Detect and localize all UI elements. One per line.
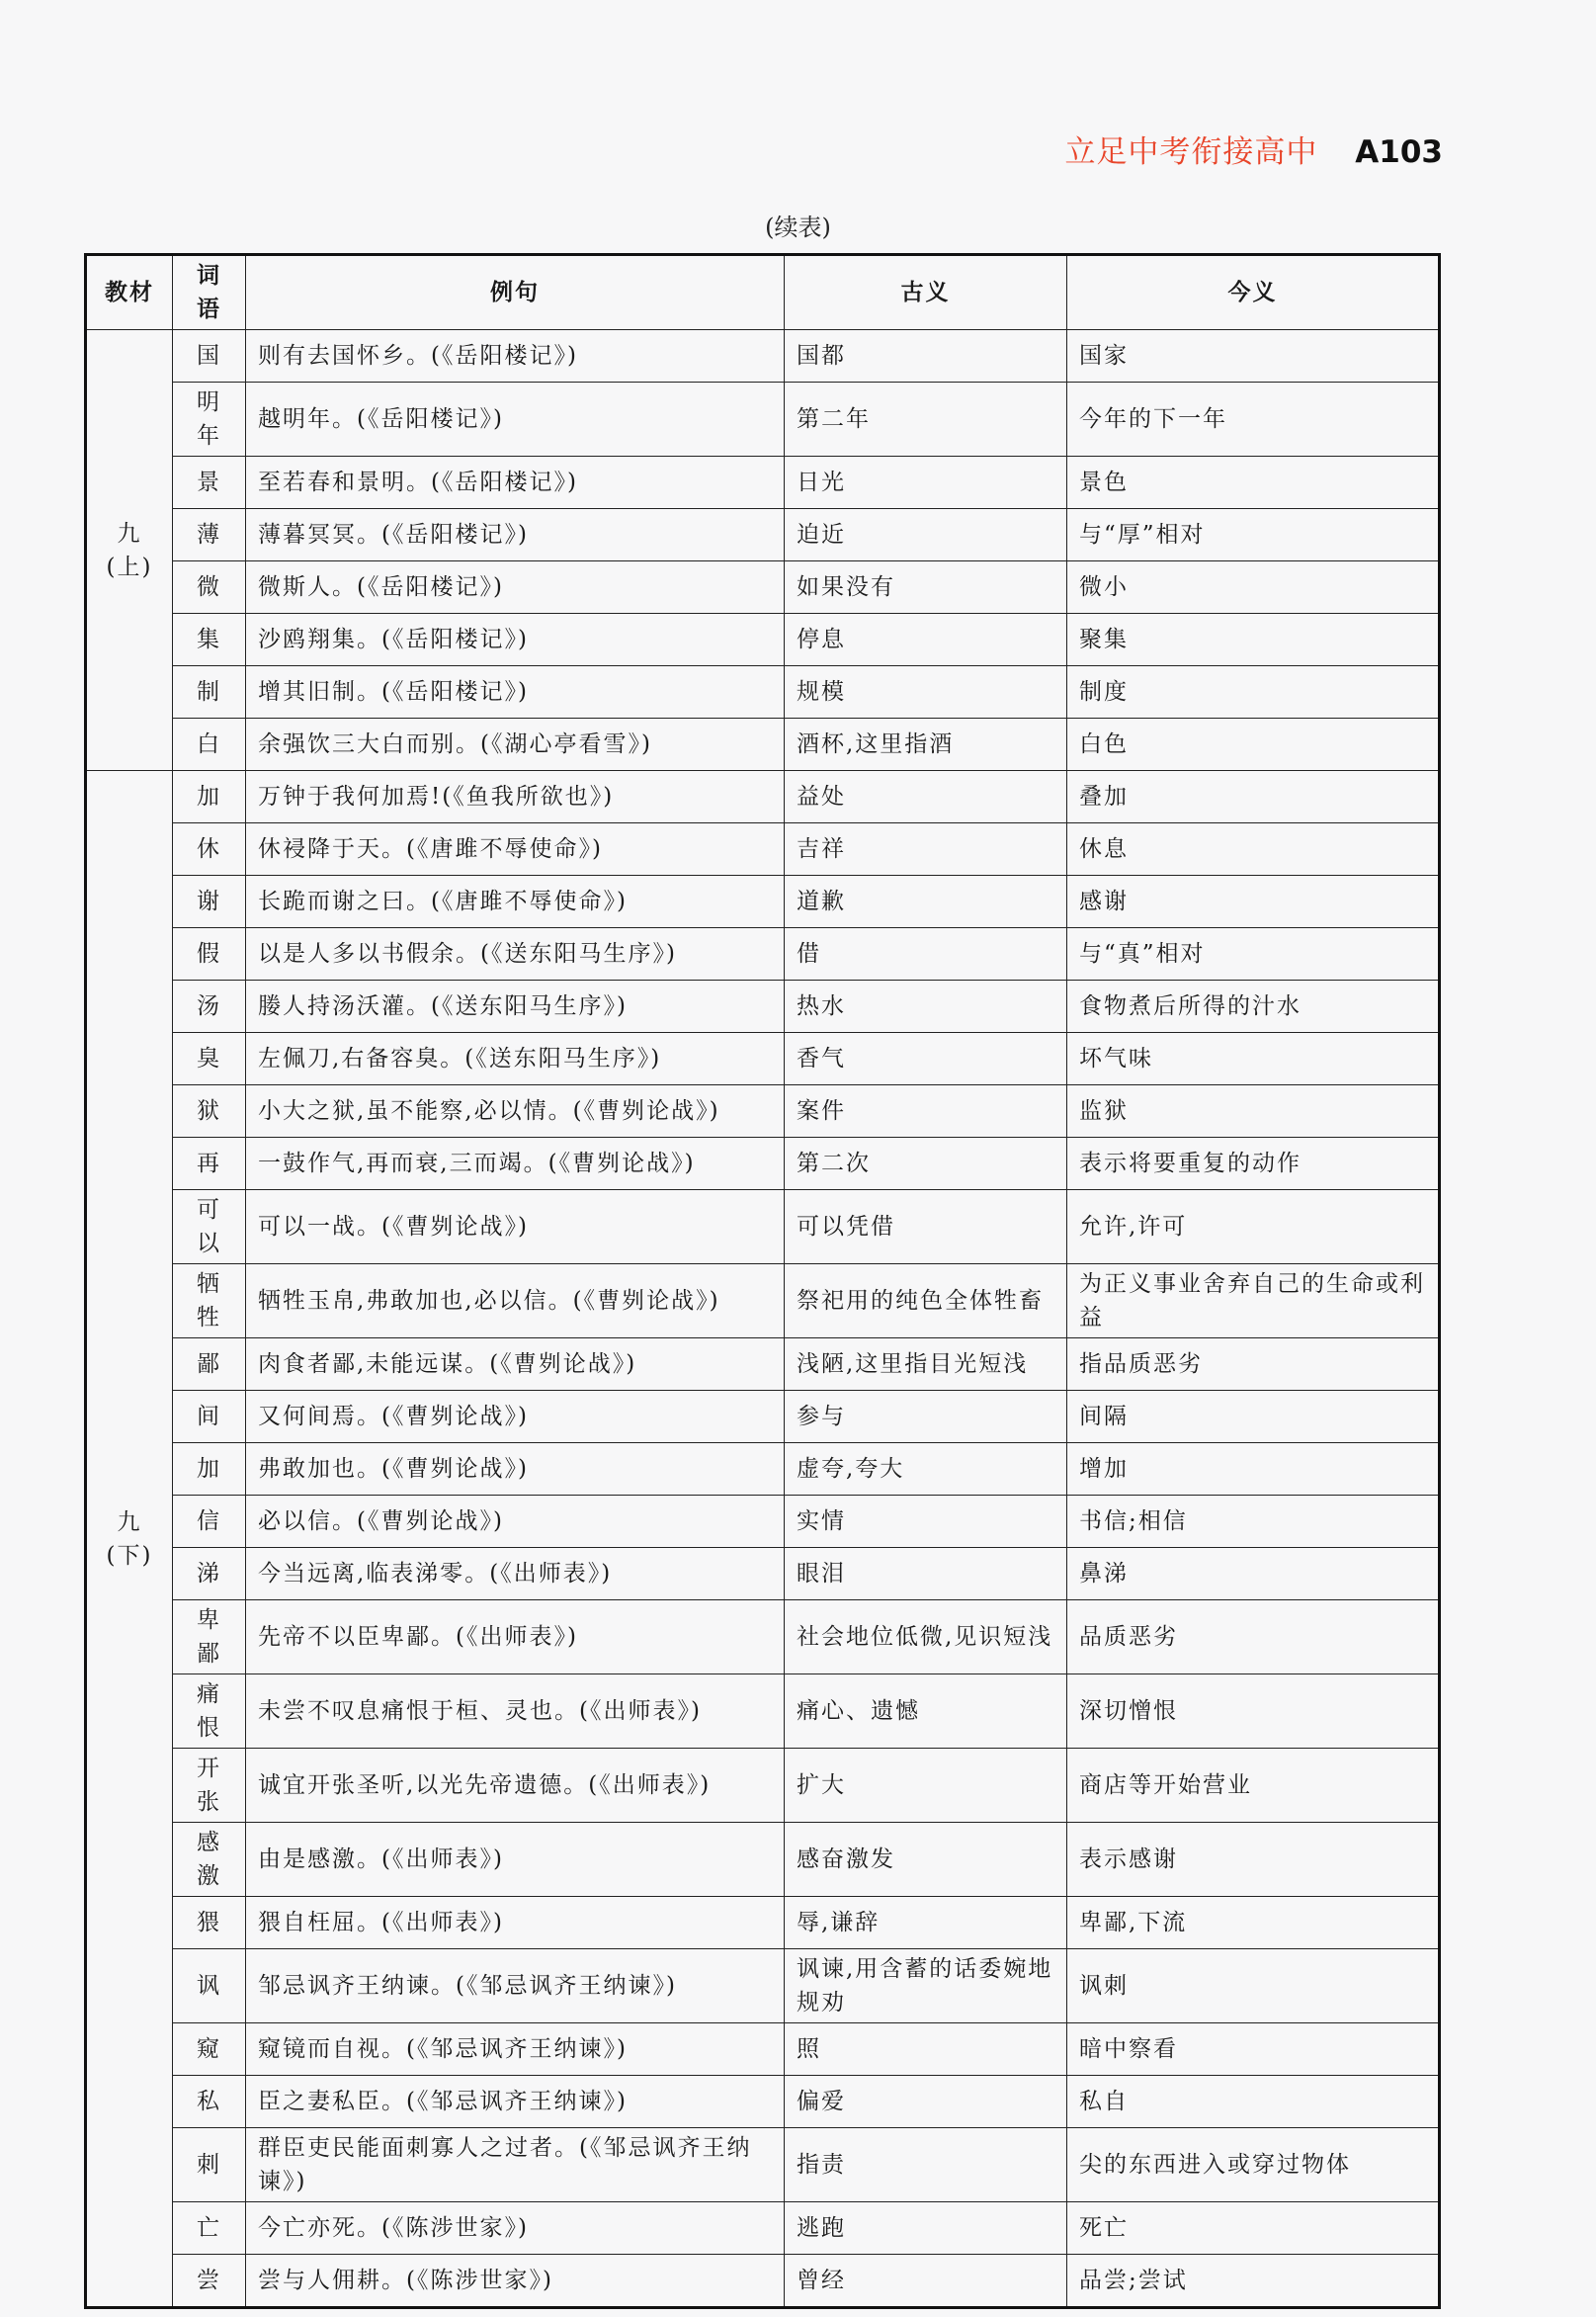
ancient-meaning-cell: 照 <box>785 2023 1067 2076</box>
ancient-meaning-cell: 第二次 <box>785 1138 1067 1190</box>
table-row <box>86 2128 1440 2202</box>
example-cell: 未尝不叹息痛恨于桓、灵也。(《出师表》) <box>246 1674 785 1749</box>
example-cell: 今亡亦死。(《陈涉世家》) <box>246 2202 785 2255</box>
modern-meaning-cell: 休息 <box>1067 823 1440 876</box>
modern-meaning-cell: 深切憎恨 <box>1067 1674 1440 1749</box>
word-cell: 集 <box>173 614 246 666</box>
modern-meaning-cell: 鼻涕 <box>1067 1548 1440 1600</box>
table-row <box>86 981 1440 1033</box>
word-cell: 薄 <box>173 509 246 561</box>
slogan-right: 衔接高中 <box>1191 134 1318 170</box>
ancient-meaning-cell: 第二年 <box>785 383 1067 457</box>
word-cell: 可以 <box>173 1190 246 1264</box>
ancient-meaning-cell: 指责 <box>785 2128 1067 2202</box>
table-row <box>86 876 1440 928</box>
example-cell: 窥镜而自视。(《邹忌讽齐王纳谏》) <box>246 2023 785 2076</box>
modern-meaning-cell: 书信;相信 <box>1067 1496 1440 1548</box>
word-cell: 窥 <box>173 2023 246 2076</box>
example-cell: 左佩刀,右备容臭。(《送东阳马生序》) <box>246 1033 785 1085</box>
ancient-meaning-cell: 实情 <box>785 1496 1067 1548</box>
example-cell: 由是感激。(《出师表》) <box>246 1823 785 1897</box>
word-cell: 臭 <box>173 1033 246 1085</box>
example-cell: 猥自枉屈。(《出师表》) <box>246 1897 785 1949</box>
ancient-meaning-cell: 参与 <box>785 1391 1067 1443</box>
table-row <box>86 1949 1440 2023</box>
word-cell: 鄙 <box>173 1338 246 1391</box>
word-cell: 卑鄙 <box>173 1600 246 1674</box>
ancient-meaning-cell: 感奋激发 <box>785 1823 1067 1897</box>
vocabulary-table <box>84 253 1441 2309</box>
word-cell: 微 <box>173 561 246 614</box>
modern-meaning-cell: 卑鄙,下流 <box>1067 1897 1440 1949</box>
word-cell: 加 <box>173 1443 246 1496</box>
ancient-meaning-cell: 案件 <box>785 1085 1067 1138</box>
modern-meaning-cell: 表示将要重复的动作 <box>1067 1138 1440 1190</box>
table-row <box>86 330 1440 383</box>
word-cell: 讽 <box>173 1949 246 2023</box>
ancient-meaning-cell: 偏爱 <box>785 2076 1067 2128</box>
modern-meaning-cell: 食物煮后所得的汁水 <box>1067 981 1440 1033</box>
word-cell: 开张 <box>173 1749 246 1823</box>
header-word: 词语 <box>173 255 246 330</box>
modern-meaning-cell: 与“真”相对 <box>1067 928 1440 981</box>
modern-meaning-cell: 暗中察看 <box>1067 2023 1440 2076</box>
example-cell: 万钟于我何加焉!(《鱼我所欲也》) <box>246 771 785 823</box>
example-cell: 弗敢加也。(《曹刿论战》) <box>246 1443 785 1496</box>
ancient-meaning-cell: 浅陋,这里指目光短浅 <box>785 1338 1067 1391</box>
word-cell: 间 <box>173 1391 246 1443</box>
example-cell: 可以一战。(《曹刿论战》) <box>246 1190 785 1264</box>
ancient-meaning-cell: 国都 <box>785 330 1067 383</box>
word-cell: 痛恨 <box>173 1674 246 1749</box>
modern-meaning-cell: 死亡 <box>1067 2202 1440 2255</box>
ancient-meaning-cell: 日光 <box>785 457 1067 509</box>
ancient-meaning-cell: 可以凭借 <box>785 1190 1067 1264</box>
ancient-meaning-cell: 曾经 <box>785 2255 1067 2308</box>
page-number: A103 <box>1355 134 1443 170</box>
word-cell: 涕 <box>173 1548 246 1600</box>
table-row <box>86 1548 1440 1600</box>
modern-meaning-cell: 讽刺 <box>1067 1949 1440 2023</box>
word-cell: 汤 <box>173 981 246 1033</box>
word-cell: 刺 <box>173 2128 246 2202</box>
modern-meaning-cell: 聚集 <box>1067 614 1440 666</box>
modern-meaning-cell: 商店等开始营业 <box>1067 1749 1440 1823</box>
example-cell: 休祲降于天。(《唐雎不辱使命》) <box>246 823 785 876</box>
word-cell: 景 <box>173 457 246 509</box>
ancient-meaning-cell: 如果没有 <box>785 561 1067 614</box>
modern-meaning-cell: 微小 <box>1067 561 1440 614</box>
ancient-meaning-cell: 停息 <box>785 614 1067 666</box>
example-cell: 沙鸥翔集。(《岳阳楼记》) <box>246 614 785 666</box>
modern-meaning-cell: 间隔 <box>1067 1391 1440 1443</box>
word-cell: 明年 <box>173 383 246 457</box>
ancient-meaning-cell: 香气 <box>785 1033 1067 1085</box>
table-row <box>86 457 1440 509</box>
table-row <box>86 823 1440 876</box>
example-cell: 长跪而谢之曰。(《唐雎不辱使命》) <box>246 876 785 928</box>
word-cell: 国 <box>173 330 246 383</box>
modern-meaning-cell: 表示感谢 <box>1067 1823 1440 1897</box>
ancient-meaning-cell: 迫近 <box>785 509 1067 561</box>
ancient-meaning-cell: 眼泪 <box>785 1548 1067 1600</box>
ancient-meaning-cell: 祭祀用的纯色全体牲畜 <box>785 1264 1067 1338</box>
example-cell: 微斯人。(《岳阳楼记》) <box>246 561 785 614</box>
table-row <box>86 561 1440 614</box>
table-row <box>86 1496 1440 1548</box>
word-cell: 谢 <box>173 876 246 928</box>
example-cell: 邹忌讽齐王纳谏。(《邹忌讽齐王纳谏》) <box>246 1949 785 2023</box>
example-cell: 余强饮三大白而别。(《湖心亭看雪》) <box>246 719 785 771</box>
example-cell: 今当远离,临表涕零。(《出师表》) <box>246 1548 785 1600</box>
header-textbook: 教材 <box>86 255 173 330</box>
example-cell: 以是人多以书假余。(《送东阳马生序》) <box>246 928 785 981</box>
table-row <box>86 1338 1440 1391</box>
example-cell: 则有去国怀乡。(《岳阳楼记》) <box>246 330 785 383</box>
table-row <box>86 2202 1440 2255</box>
table-row <box>86 1391 1440 1443</box>
ancient-meaning-cell: 虚夸,夸大 <box>785 1443 1067 1496</box>
grade-cell: 九(下) <box>86 771 173 2308</box>
modern-meaning-cell: 品质恶劣 <box>1067 1600 1440 1674</box>
modern-meaning-cell: 今年的下一年 <box>1067 383 1440 457</box>
example-cell: 越明年。(《岳阳楼记》) <box>246 383 785 457</box>
ancient-meaning-cell: 借 <box>785 928 1067 981</box>
ancient-meaning-cell: 吉祥 <box>785 823 1067 876</box>
word-cell: 再 <box>173 1138 246 1190</box>
table-row <box>86 1443 1440 1496</box>
word-cell: 假 <box>173 928 246 981</box>
table-row <box>86 1033 1440 1085</box>
word-cell: 加 <box>173 771 246 823</box>
table-header-row <box>86 255 1440 330</box>
word-cell: 感激 <box>173 1823 246 1897</box>
table-row <box>86 1674 1440 1749</box>
table-row <box>86 1823 1440 1897</box>
example-cell: 肉食者鄙,未能远谋。(《曹刿论战》) <box>246 1338 785 1391</box>
ancient-meaning-cell: 道歉 <box>785 876 1067 928</box>
example-cell: 臣之妻私臣。(《邹忌讽齐王纳谏》) <box>246 2076 785 2128</box>
table-row <box>86 2255 1440 2308</box>
table-caption: (续表) <box>765 214 831 241</box>
ancient-meaning-cell: 辱,谦辞 <box>785 1897 1067 1949</box>
example-cell: 牺牲玉帛,弗敢加也,必以信。(《曹刿论战》) <box>246 1264 785 1338</box>
modern-meaning-cell: 允许,许可 <box>1067 1190 1440 1264</box>
table-row <box>86 383 1440 457</box>
table-row <box>86 2023 1440 2076</box>
example-cell: 群臣吏民能面刺寡人之过者。(《邹忌讽齐王纳谏》) <box>246 2128 785 2202</box>
example-cell: 一鼓作气,再而衰,三而竭。(《曹刿论战》) <box>246 1138 785 1190</box>
ancient-meaning-cell: 规模 <box>785 666 1067 719</box>
example-cell: 必以信。(《曹刿论战》) <box>246 1496 785 1548</box>
modern-meaning-cell: 监狱 <box>1067 1085 1440 1138</box>
word-cell: 白 <box>173 719 246 771</box>
example-cell: 薄暮冥冥。(《岳阳楼记》) <box>246 509 785 561</box>
word-cell: 牺牲 <box>173 1264 246 1338</box>
modern-meaning-cell: 指品质恶劣 <box>1067 1338 1440 1391</box>
modern-meaning-cell: 坏气味 <box>1067 1033 1440 1085</box>
modern-meaning-cell: 增加 <box>1067 1443 1440 1496</box>
ancient-meaning-cell: 讽谏,用含蓄的话委婉地规劝 <box>785 1949 1067 2023</box>
example-cell: 至若春和景明。(《岳阳楼记》) <box>246 457 785 509</box>
ancient-meaning-cell: 痛心、遗憾 <box>785 1674 1067 1749</box>
modern-meaning-cell: 白色 <box>1067 719 1440 771</box>
word-cell: 私 <box>173 2076 246 2128</box>
table-row <box>86 1749 1440 1823</box>
page-header <box>1064 127 1443 171</box>
ancient-meaning-cell: 逃跑 <box>785 2202 1067 2255</box>
header-example: 例句 <box>246 255 785 330</box>
word-cell: 信 <box>173 1496 246 1548</box>
table-row <box>86 666 1440 719</box>
modern-meaning-cell: 私自 <box>1067 2076 1440 2128</box>
word-cell: 猥 <box>173 1897 246 1949</box>
modern-meaning-cell: 感谢 <box>1067 876 1440 928</box>
ancient-meaning-cell: 酒杯,这里指酒 <box>785 719 1067 771</box>
example-cell: 增其旧制。(《岳阳楼记》) <box>246 666 785 719</box>
ancient-meaning-cell: 热水 <box>785 981 1067 1033</box>
grade-cell: 九(上) <box>86 330 173 771</box>
example-cell: 诚宜开张圣听,以光先帝遗德。(《出师表》) <box>246 1749 785 1823</box>
modern-meaning-cell: 制度 <box>1067 666 1440 719</box>
modern-meaning-cell: 品尝;尝试 <box>1067 2255 1440 2308</box>
table-row <box>86 771 1440 823</box>
modern-meaning-cell: 为正义事业舍弃自己的生命或利益 <box>1067 1264 1440 1338</box>
ancient-meaning-cell: 扩大 <box>785 1749 1067 1823</box>
word-cell: 制 <box>173 666 246 719</box>
table-row <box>86 719 1440 771</box>
table-row <box>86 1600 1440 1674</box>
table-row <box>86 2076 1440 2128</box>
example-cell: 尝与人佣耕。(《陈涉世家》) <box>246 2255 785 2308</box>
slogan-left: 立足中考 <box>1064 134 1192 170</box>
table-row <box>86 1085 1440 1138</box>
modern-meaning-cell: 国家 <box>1067 330 1440 383</box>
word-cell: 尝 <box>173 2255 246 2308</box>
table-row <box>86 509 1440 561</box>
modern-meaning-cell: 尖的东西进入或穿过物体 <box>1067 2128 1440 2202</box>
modern-meaning-cell: 景色 <box>1067 457 1440 509</box>
example-cell: 媵人持汤沃灌。(《送东阳马生序》) <box>246 981 785 1033</box>
example-cell: 先帝不以臣卑鄙。(《出师表》) <box>246 1600 785 1674</box>
header-modern-meaning: 今义 <box>1067 255 1440 330</box>
table-row <box>86 1264 1440 1338</box>
modern-meaning-cell: 叠加 <box>1067 771 1440 823</box>
table-row <box>86 1190 1440 1264</box>
modern-meaning-cell: 与“厚”相对 <box>1067 509 1440 561</box>
word-cell: 休 <box>173 823 246 876</box>
example-cell: 小大之狱,虽不能察,必以情。(《曹刿论战》) <box>246 1085 785 1138</box>
table-row <box>86 1897 1440 1949</box>
table-body <box>86 330 1440 2308</box>
table-row <box>86 1138 1440 1190</box>
header-ancient-meaning: 古义 <box>785 255 1067 330</box>
example-cell: 又何间焉。(《曹刿论战》) <box>246 1391 785 1443</box>
word-cell: 亡 <box>173 2202 246 2255</box>
table-row <box>86 614 1440 666</box>
word-cell: 狱 <box>173 1085 246 1138</box>
ancient-meaning-cell: 社会地位低微,见识短浅 <box>785 1600 1067 1674</box>
ancient-meaning-cell: 益处 <box>785 771 1067 823</box>
table-row <box>86 928 1440 981</box>
